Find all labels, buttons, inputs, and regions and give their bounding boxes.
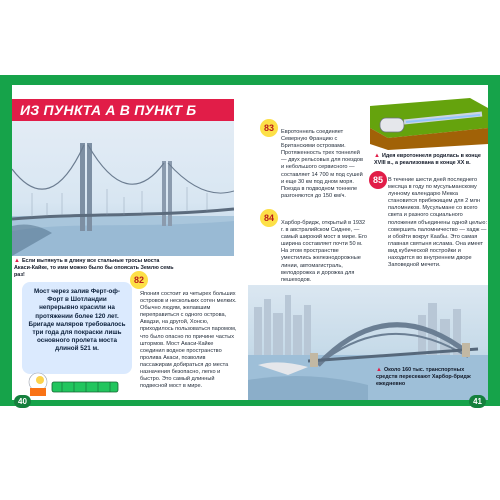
painter-sheep-illustration (24, 372, 124, 398)
caption-akashi (14, 258, 174, 279)
akashi-bridge-photo (12, 121, 234, 256)
article-85: В течение шести дней последнего месяца в году по мусульманскому лунному календарю Мекка становится прибежищем для 2 млн паломников. Мусульмане со всего света и разного социального положения объединены одной целью: совершить паломничество — хадж — и обойти вокруг Каабы. Это самая главная святыня ислама. Она имеет вид кубической постройки и находится во внутреннем дворе Заповедной мечети. (388, 177, 488, 269)
caption-eurotunnel-text: Идея евротоннеля родилась в конце XVIII в., а реализована в конце XX в. (374, 153, 481, 166)
caption-harbour-text: Около 160 тыс. транспортных средств пересекают Харбор-бридж ежедневно (376, 367, 471, 387)
fact-box-text: Мост через залив Ферт-оф-Форт в Шотландии непрерывно красили на протяжении более 120 лет. Бригаде маляров требовалось три года для покраски лишь основного пролета моста длиной 521 м. (28, 288, 126, 353)
badge-84: 84 (260, 209, 278, 227)
frame-right (488, 75, 500, 405)
triangle-icon: ▲ (14, 258, 20, 264)
article-83: Евротоннель соединяет Северную Францию с Британскими островами. Протяженность трех тоннелей — двух рельсовых для поездов и небольшого сервисного — составляет 14 700 м под сушей и еще 30 км под дном моря. Поезда в подводном тоннеле разгоняются до 150 км/ч. (281, 129, 363, 199)
caption-eurotunnel (374, 153, 486, 167)
page-number-right: 41 (469, 395, 486, 408)
eurotunnel-illustration (370, 98, 488, 150)
section-banner (12, 99, 234, 121)
fact-box-forth-bridge (22, 282, 132, 374)
triangle-icon: ▲ (374, 153, 380, 159)
section-title: ИЗ ПУНКТА А В ПУНКТ Б (20, 102, 197, 118)
frame-top (0, 75, 500, 85)
article-84: Харбор-бридж, открытый в 1932 г. в австралийском Сиднее, — самый широкий мост в мире. Его ширина составляет почти 50 м. На этом пространстве уместились железнодорожные линии, автомагистраль, велодорожка и дорожка для пешеходов. (281, 220, 367, 283)
page-number-left: 40 (14, 395, 31, 408)
frame-left (0, 75, 12, 405)
badge-83: 83 (260, 119, 278, 137)
frame-bottom (0, 400, 500, 406)
badge-85: 85 (369, 171, 387, 189)
article-82: Япония состоит из четырех больших островов и нескольких сотен мелких. Обычно людям, желавшим переправиться с одного острова, Авадзи, на другой, Хонсю, приходилось пользоваться паромом, что было опасно по причине частых штормов. Мост Акаси-Кайке соединил водное пространство пролива Акаси, позволив пассажирам добираться до места назначения безопасно, легко и быстро. Это самый длинный подвесной мост в мире. (140, 291, 237, 390)
triangle-icon: ▲ (376, 367, 382, 373)
caption-akashi-text: Если вытянуть в длину все стальные тросы моста Акаси-Кайке, то ими можно было бы опоясать Землю семь раз! (14, 258, 174, 278)
caption-harbour (376, 367, 486, 388)
badge-82: 82 (130, 271, 148, 289)
